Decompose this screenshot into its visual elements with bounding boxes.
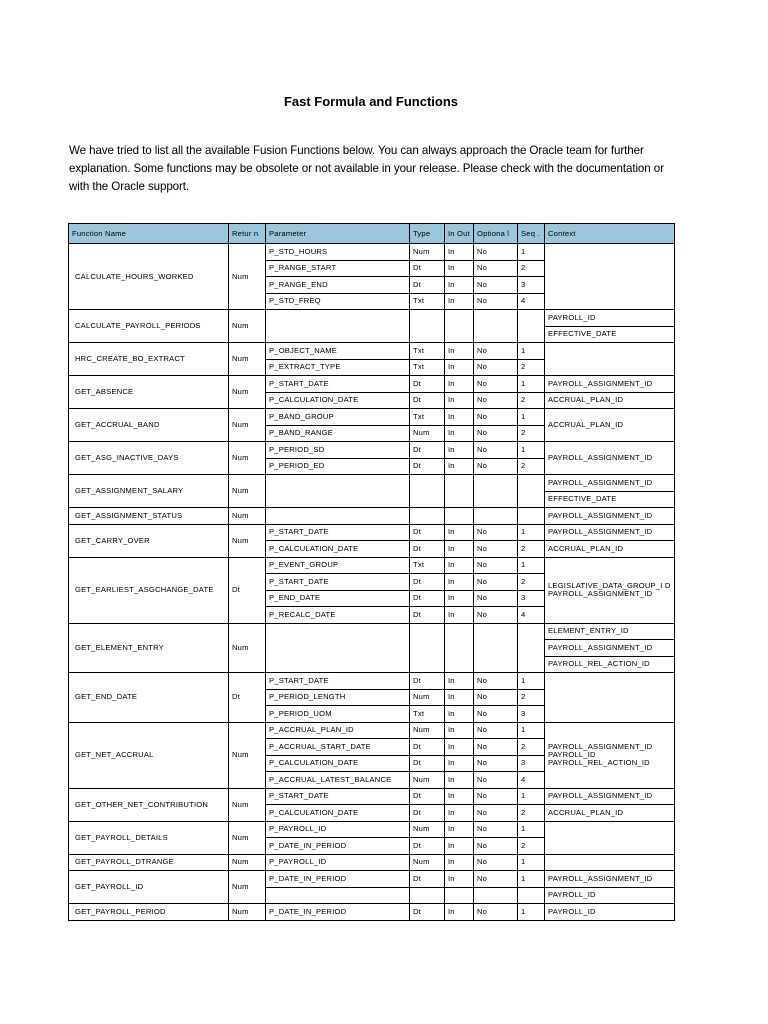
seq-cell: 2	[518, 260, 545, 277]
optional-cell: No	[474, 788, 518, 805]
table-row	[69, 409, 675, 426]
type-cell: Num	[410, 854, 445, 871]
in-out-cell: In	[445, 607, 474, 624]
type-cell: Dt	[410, 755, 445, 772]
context-cell	[545, 821, 675, 854]
optional-cell: No	[474, 590, 518, 607]
table-row	[69, 623, 675, 640]
header-seq: Seq .	[518, 224, 545, 244]
seq-cell: 1	[518, 343, 545, 360]
type-cell: Dt	[410, 458, 445, 475]
function-name-cell: GET_ASG_INACTIVE_DAYS	[69, 442, 229, 475]
type-cell: Dt	[410, 838, 445, 855]
seq-cell: 2	[518, 359, 545, 376]
optional-cell: No	[474, 442, 518, 459]
parameter-cell: P_START_DATE	[266, 574, 410, 591]
optional-cell: No	[474, 739, 518, 756]
optional-cell	[474, 887, 518, 904]
optional-cell: No	[474, 755, 518, 772]
type-cell: Dt	[410, 607, 445, 624]
optional-cell: No	[474, 607, 518, 624]
type-cell: Txt	[410, 409, 445, 426]
function-name-cell: GET_CARRY_OVER	[69, 524, 229, 557]
in-out-cell: In	[445, 425, 474, 442]
in-out-cell: In	[445, 343, 474, 360]
type-cell: Dt	[410, 260, 445, 277]
seq-cell: 1	[518, 821, 545, 838]
header-return: Retur n	[229, 224, 266, 244]
return-type-cell: Dt	[229, 557, 266, 623]
parameter-cell: P_BAND_GROUP	[266, 409, 410, 426]
context-cell: PAYROLL_ASSIGNMENT_ID	[545, 788, 675, 805]
in-out-cell	[445, 623, 474, 673]
parameter-cell: P_START_DATE	[266, 376, 410, 393]
return-type-cell: Num	[229, 343, 266, 376]
parameter-cell: P_EVENT_GROUP	[266, 557, 410, 574]
in-out-cell: In	[445, 293, 474, 310]
seq-cell: 1	[518, 244, 545, 261]
optional-cell: No	[474, 722, 518, 739]
in-out-cell: In	[445, 854, 474, 871]
header-type: Type	[410, 224, 445, 244]
optional-cell: No	[474, 293, 518, 310]
function-name-cell: GET_END_DATE	[69, 673, 229, 723]
context-cell: ELEMENT_ENTRY_ID	[545, 623, 675, 640]
parameter-cell: P_DATE_IN_PERIOD	[266, 838, 410, 855]
context-cell: EFFECTIVE_DATE	[545, 326, 675, 343]
parameter-cell: P_ACCRUAL_PLAN_ID	[266, 722, 410, 739]
function-name-cell: GET_ABSENCE	[69, 376, 229, 409]
function-name-cell: GET_NET_ACCRUAL	[69, 722, 229, 788]
type-cell: Txt	[410, 706, 445, 723]
seq-cell: 1	[518, 409, 545, 426]
seq-cell: 2	[518, 458, 545, 475]
parameter-cell: P_DATE_IN_PERIOD	[266, 904, 410, 921]
seq-cell	[518, 623, 545, 673]
function-name-cell: GET_ELEMENT_ENTRY	[69, 623, 229, 673]
return-type-cell: Dt	[229, 673, 266, 723]
optional-cell: No	[474, 574, 518, 591]
in-out-cell: In	[445, 458, 474, 475]
parameter-cell: P_CALCULATION_DATE	[266, 805, 410, 822]
type-cell: Dt	[410, 590, 445, 607]
optional-cell	[474, 623, 518, 673]
in-out-cell: In	[445, 277, 474, 294]
type-cell: Num	[410, 244, 445, 261]
parameter-cell: P_CALCULATION_DATE	[266, 541, 410, 558]
in-out-cell: In	[445, 409, 474, 426]
context-cell: ACCRUAL_PLAN_ID	[545, 541, 675, 558]
type-cell: Dt	[410, 574, 445, 591]
in-out-cell	[445, 475, 474, 508]
in-out-cell: In	[445, 590, 474, 607]
type-cell: Dt	[410, 376, 445, 393]
type-cell	[410, 508, 445, 525]
optional-cell: No	[474, 359, 518, 376]
parameter-cell: P_PERIOD_UOM	[266, 706, 410, 723]
seq-cell: 3	[518, 277, 545, 294]
seq-cell: 1	[518, 904, 545, 921]
optional-cell: No	[474, 706, 518, 723]
parameter-cell: P_RANGE_START	[266, 260, 410, 277]
seq-cell: 2	[518, 425, 545, 442]
parameter-cell: P_OBJECT_NAME	[266, 343, 410, 360]
type-cell: Txt	[410, 293, 445, 310]
seq-cell: 1	[518, 722, 545, 739]
in-out-cell	[445, 887, 474, 904]
type-cell: Num	[410, 689, 445, 706]
parameter-cell: P_CALCULATION_DATE	[266, 755, 410, 772]
seq-cell: 1	[518, 854, 545, 871]
context-cell	[545, 673, 675, 723]
context-cell: PAYROLL_ASSIGNMENT_ID	[545, 508, 675, 525]
in-out-cell: In	[445, 838, 474, 855]
parameter-cell: P_PAYROLL_ID	[266, 854, 410, 871]
context-cell: PAYROLL_ASSIGNMENT_ID	[545, 442, 675, 475]
function-name-cell: GET_PAYROLL_PERIOD	[69, 904, 229, 921]
seq-cell: 1	[518, 442, 545, 459]
function-name-cell: GET_ASSIGNMENT_STATUS	[69, 508, 229, 525]
optional-cell: No	[474, 821, 518, 838]
table-row	[69, 904, 675, 921]
context-cell	[545, 343, 675, 376]
seq-cell: 2	[518, 541, 545, 558]
in-out-cell: In	[445, 442, 474, 459]
seq-cell: 2	[518, 739, 545, 756]
type-cell: Dt	[410, 739, 445, 756]
table-row	[69, 442, 675, 459]
seq-cell: 3	[518, 706, 545, 723]
context-cell: PAYROLL_ID	[545, 904, 675, 921]
parameter-cell: P_PERIOD_SD	[266, 442, 410, 459]
optional-cell: No	[474, 805, 518, 822]
parameter-cell: P_START_DATE	[266, 673, 410, 690]
seq-cell: 2	[518, 689, 545, 706]
return-type-cell: Num	[229, 244, 266, 310]
return-type-cell: Num	[229, 376, 266, 409]
context-cell	[545, 244, 675, 310]
parameter-cell: P_DATE_IN_PERIOD	[266, 871, 410, 888]
type-cell: Num	[410, 722, 445, 739]
return-type-cell: Num	[229, 475, 266, 508]
optional-cell: No	[474, 904, 518, 921]
optional-cell: No	[474, 772, 518, 789]
type-cell: Dt	[410, 442, 445, 459]
return-type-cell: Num	[229, 821, 266, 854]
optional-cell: No	[474, 260, 518, 277]
table-row	[69, 244, 675, 261]
context-cell: PAYROLL_REL_ACTION_ID	[545, 656, 675, 673]
functions-table	[68, 223, 675, 921]
header-optional: Optiona l	[474, 224, 518, 244]
in-out-cell: In	[445, 392, 474, 409]
table-row	[69, 788, 675, 805]
function-name-cell: HRC_CREATE_BO_EXTRACT	[69, 343, 229, 376]
type-cell	[410, 310, 445, 343]
context-cell: PAYROLL_ASSIGNMENT_ID	[545, 376, 675, 393]
function-name-cell: GET_ACCRUAL_BAND	[69, 409, 229, 442]
return-type-cell: Num	[229, 854, 266, 871]
optional-cell: No	[474, 409, 518, 426]
optional-cell: No	[474, 541, 518, 558]
optional-cell	[474, 310, 518, 343]
table-row	[69, 557, 675, 574]
parameter-cell: P_START_DATE	[266, 788, 410, 805]
in-out-cell: In	[445, 722, 474, 739]
table-body	[69, 244, 675, 921]
table-row	[69, 310, 675, 327]
in-out-cell: In	[445, 871, 474, 888]
header-context: Context	[545, 224, 675, 244]
optional-cell: No	[474, 392, 518, 409]
type-cell: Txt	[410, 557, 445, 574]
type-cell: Dt	[410, 524, 445, 541]
table-header-row	[69, 224, 675, 244]
context-cell: ACCRUAL_PLAN_ID	[545, 392, 675, 409]
function-name-cell: GET_PAYROLL_DETAILS	[69, 821, 229, 854]
return-type-cell: Num	[229, 442, 266, 475]
parameter-cell	[266, 887, 410, 904]
context-cell: PAYROLL_ASSIGNMENT_ID	[545, 475, 675, 492]
seq-cell	[518, 887, 545, 904]
seq-cell: 4	[518, 607, 545, 624]
type-cell: Dt	[410, 541, 445, 558]
in-out-cell: In	[445, 788, 474, 805]
type-cell	[410, 623, 445, 673]
in-out-cell: In	[445, 673, 474, 690]
optional-cell: No	[474, 854, 518, 871]
optional-cell: No	[474, 376, 518, 393]
parameter-cell: P_BAND_RANGE	[266, 425, 410, 442]
return-type-cell: Num	[229, 871, 266, 904]
table-row	[69, 871, 675, 888]
optional-cell: No	[474, 557, 518, 574]
in-out-cell: In	[445, 821, 474, 838]
parameter-cell: P_CALCULATION_DATE	[266, 392, 410, 409]
optional-cell	[474, 508, 518, 525]
seq-cell	[518, 508, 545, 525]
seq-cell: 2	[518, 805, 545, 822]
table-row	[69, 376, 675, 393]
context-cell: LEGISLATIVE_DATA_GROUP_I D PAYROLL_ASSIGNMENT_ID	[545, 557, 675, 623]
context-cell: PAYROLL_ID	[545, 310, 675, 327]
return-type-cell: Num	[229, 623, 266, 673]
optional-cell: No	[474, 838, 518, 855]
table-row	[69, 475, 675, 492]
context-cell: PAYROLL_ASSIGNMENT_ID	[545, 524, 675, 541]
seq-cell: 1	[518, 376, 545, 393]
optional-cell: No	[474, 425, 518, 442]
parameter-cell	[266, 508, 410, 525]
table-row	[69, 722, 675, 739]
parameter-cell: P_RANGE_END	[266, 277, 410, 294]
parameter-cell: P_STD_HOURS	[266, 244, 410, 261]
in-out-cell: In	[445, 541, 474, 558]
seq-cell: 2	[518, 838, 545, 855]
optional-cell: No	[474, 277, 518, 294]
type-cell: Dt	[410, 904, 445, 921]
type-cell: Dt	[410, 673, 445, 690]
parameter-cell: P_RECALC_DATE	[266, 607, 410, 624]
seq-cell: 2	[518, 392, 545, 409]
table-row	[69, 508, 675, 525]
in-out-cell: In	[445, 574, 474, 591]
type-cell	[410, 475, 445, 508]
seq-cell: 3	[518, 755, 545, 772]
function-name-cell: GET_PAYROLL_DTRANGE	[69, 854, 229, 871]
type-cell: Txt	[410, 359, 445, 376]
seq-cell: 1	[518, 557, 545, 574]
parameter-cell: P_STD_FREQ	[266, 293, 410, 310]
in-out-cell: In	[445, 739, 474, 756]
header-function-name: Function Name	[69, 224, 229, 244]
return-type-cell: Num	[229, 722, 266, 788]
optional-cell: No	[474, 524, 518, 541]
seq-cell: 1	[518, 524, 545, 541]
in-out-cell: In	[445, 755, 474, 772]
seq-cell: 4	[518, 772, 545, 789]
table-row	[69, 343, 675, 360]
context-cell: EFFECTIVE_DATE	[545, 491, 675, 508]
parameter-cell: P_ACCRUAL_LATEST_BALANCE	[266, 772, 410, 789]
optional-cell: No	[474, 343, 518, 360]
context-cell: ACCRUAL_PLAN_ID	[545, 409, 675, 442]
header-parameter: Parameter	[266, 224, 410, 244]
in-out-cell: In	[445, 706, 474, 723]
context-cell: PAYROLL_ASSIGNMENT_ID	[545, 640, 675, 657]
seq-cell	[518, 310, 545, 343]
return-type-cell: Num	[229, 508, 266, 525]
in-out-cell: In	[445, 524, 474, 541]
context-cell: ACCRUAL_PLAN_ID	[545, 805, 675, 822]
seq-cell: 4	[518, 293, 545, 310]
type-cell	[410, 887, 445, 904]
in-out-cell	[445, 508, 474, 525]
return-type-cell: Num	[229, 409, 266, 442]
table-row	[69, 524, 675, 541]
context-cell: PAYROLL_ASSIGNMENT_ID PAYROLL_ID PAYROLL_REL_ACTION_ID	[545, 722, 675, 788]
parameter-cell: P_START_DATE	[266, 524, 410, 541]
optional-cell	[474, 475, 518, 508]
context-cell	[545, 854, 675, 871]
type-cell: Dt	[410, 277, 445, 294]
table-row	[69, 673, 675, 690]
in-out-cell: In	[445, 260, 474, 277]
seq-cell: 1	[518, 788, 545, 805]
type-cell: Num	[410, 821, 445, 838]
return-type-cell: Num	[229, 788, 266, 821]
header-in-out: In Out	[445, 224, 474, 244]
parameter-cell: P_PERIOD_ED	[266, 458, 410, 475]
seq-cell	[518, 475, 545, 508]
in-out-cell: In	[445, 805, 474, 822]
function-name-cell: GET_ASSIGNMENT_SALARY	[69, 475, 229, 508]
parameter-cell	[266, 623, 410, 673]
type-cell: Txt	[410, 343, 445, 360]
function-name-cell: GET_OTHER_NET_CONTRIBUTION	[69, 788, 229, 821]
parameter-cell: P_EXTRACT_TYPE	[266, 359, 410, 376]
return-type-cell: Num	[229, 310, 266, 343]
in-out-cell: In	[445, 244, 474, 261]
parameter-cell	[266, 310, 410, 343]
function-name-cell: GET_EARLIEST_ASGCHANGE_DATE	[69, 557, 229, 623]
seq-cell: 1	[518, 871, 545, 888]
intro-paragraph: We have tried to list all the available Fusion Functions below. You can always approach the Oracle team for further explanation. Some functions may be obsolete or not available in your release. Please check with the documentation or with the Oracle support.	[69, 144, 664, 193]
type-cell: Dt	[410, 392, 445, 409]
table-row	[69, 821, 675, 838]
optional-cell: No	[474, 689, 518, 706]
type-cell: Dt	[410, 871, 445, 888]
optional-cell: No	[474, 458, 518, 475]
context-cell: PAYROLL_ID	[545, 887, 675, 904]
parameter-cell: P_PAYROLL_ID	[266, 821, 410, 838]
optional-cell: No	[474, 871, 518, 888]
in-out-cell: In	[445, 772, 474, 789]
type-cell: Dt	[410, 788, 445, 805]
in-out-cell: In	[445, 359, 474, 376]
optional-cell: No	[474, 244, 518, 261]
in-out-cell: In	[445, 689, 474, 706]
optional-cell: No	[474, 673, 518, 690]
parameter-cell	[266, 475, 410, 508]
in-out-cell: In	[445, 557, 474, 574]
function-name-cell: CALCULATE_PAYROLL_PERIODS	[69, 310, 229, 343]
seq-cell: 3	[518, 590, 545, 607]
parameter-cell: P_END_DATE	[266, 590, 410, 607]
seq-cell: 2	[518, 574, 545, 591]
seq-cell: 1	[518, 673, 545, 690]
function-name-cell: GET_PAYROLL_ID	[69, 871, 229, 904]
type-cell: Dt	[410, 805, 445, 822]
function-name-cell: CALCULATE_HOURS_WORKED	[69, 244, 229, 310]
in-out-cell: In	[445, 904, 474, 921]
type-cell: Num	[410, 772, 445, 789]
parameter-cell: P_ACCRUAL_START_DATE	[266, 739, 410, 756]
page-title: Fast Formula and Functions	[283, 94, 459, 109]
table-row	[69, 854, 675, 871]
return-type-cell: Num	[229, 524, 266, 557]
parameter-cell: P_PERIOD_LENGTH	[266, 689, 410, 706]
in-out-cell: In	[445, 376, 474, 393]
in-out-cell	[445, 310, 474, 343]
context-cell: PAYROLL_ASSIGNMENT_ID	[545, 871, 675, 888]
type-cell: Num	[410, 425, 445, 442]
return-type-cell: Num	[229, 904, 266, 921]
